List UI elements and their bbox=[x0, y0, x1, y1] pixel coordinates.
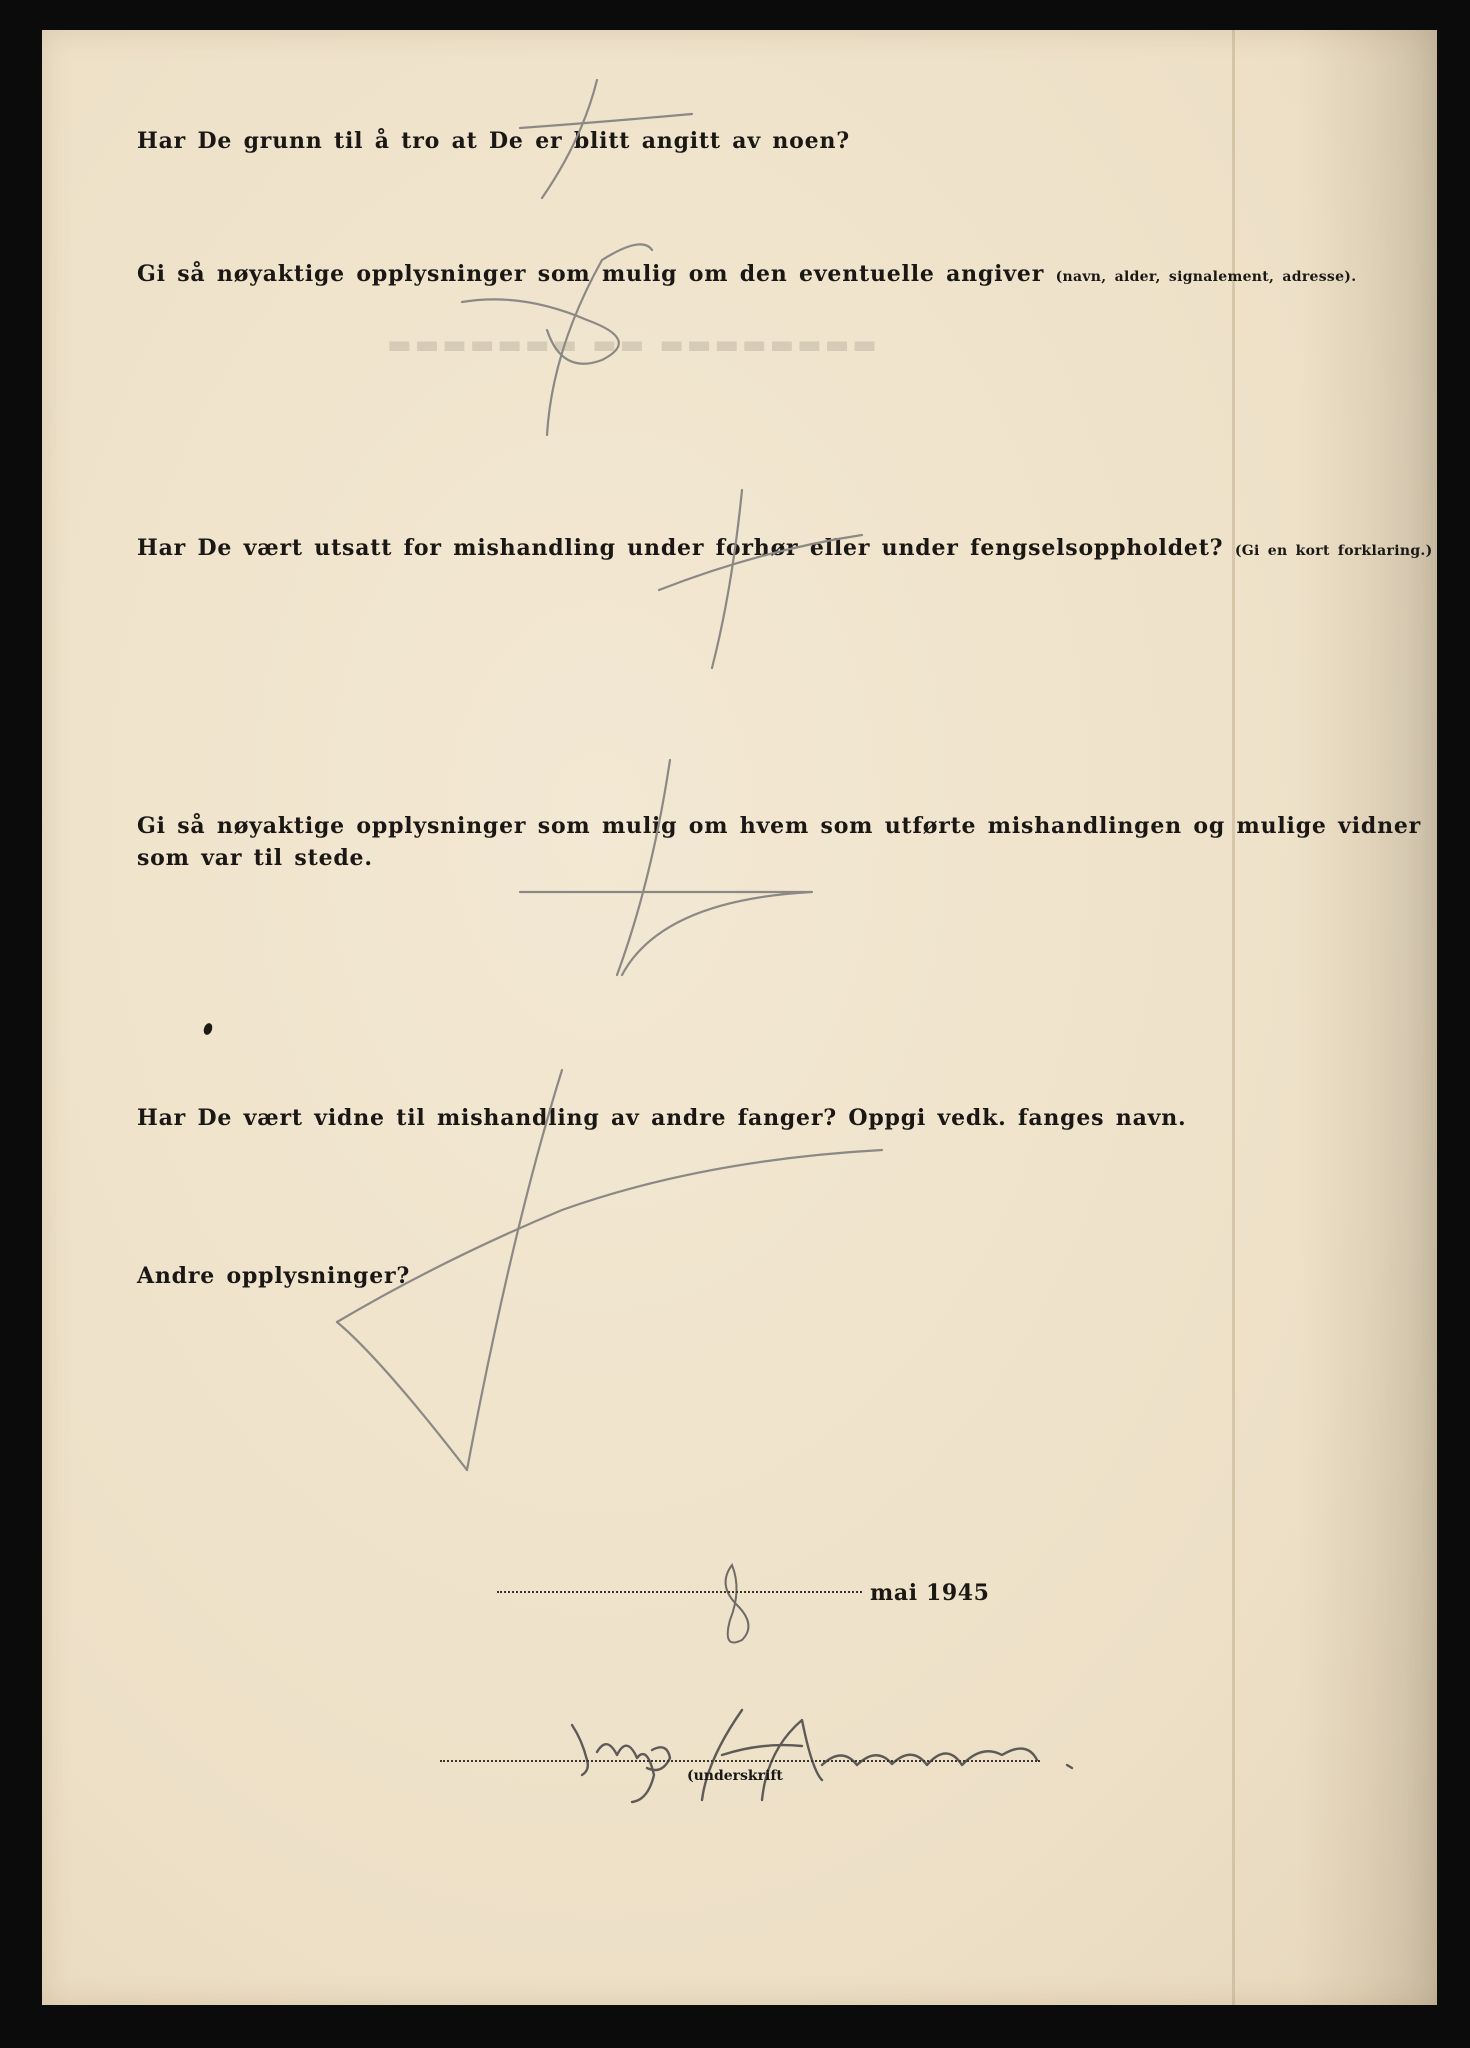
signature-caption: (underskrift bbox=[687, 1768, 783, 1784]
date-month-year: mai 1945 bbox=[870, 1580, 990, 1606]
question-perpetrators-line1: Gi så nøyaktige opplysninger som mulig om hvem som utførte mishandlingen og mulige vidner bbox=[137, 813, 1422, 839]
question-denounced: Har De grunn til å tro at De er blitt angitt av noen? bbox=[137, 128, 850, 154]
pencil-stroke-3b bbox=[712, 490, 742, 668]
question-mistreatment bbox=[137, 532, 1433, 567]
pencil-stroke-4b bbox=[520, 892, 812, 975]
date-day-line bbox=[497, 1591, 862, 1593]
question-informer-text: Gi så nøyaktige opplysninger som mulig om den eventuelle angiver bbox=[137, 261, 1045, 287]
signature-glyphs bbox=[572, 1710, 1072, 1802]
ink-spot bbox=[202, 1022, 214, 1036]
paper-fold bbox=[1232, 30, 1235, 2005]
question-perpetrators-line2: som var til stede. bbox=[137, 845, 373, 871]
question-other-info: Andre opplysninger? bbox=[137, 1263, 411, 1289]
question-informer-details bbox=[137, 258, 1356, 293]
pencil-stroke-5c bbox=[337, 1322, 467, 1470]
bleed-through-heading: ▬▬▬▬▬▬▬ ▬▬ ▬▬▬▬▬▬▬▬ bbox=[387, 330, 880, 360]
question-mistreatment-hint: (Gi en kort forklaring.) bbox=[1234, 543, 1433, 559]
signature-text bbox=[602, 1730, 609, 1731]
pencil-stroke-5b bbox=[337, 1150, 882, 1322]
question-informer-hint: (navn, alder, signalement, adresse). bbox=[1055, 269, 1357, 285]
question-witness: Har De vært vidne til mishandling av andre fanger? Oppgi vedk. fanges navn. bbox=[137, 1105, 1187, 1131]
date-day-value bbox=[732, 1610, 733, 1611]
question-perpetrators bbox=[137, 810, 1421, 874]
form-page bbox=[42, 30, 1437, 2005]
question-mistreatment-text: Har De vært utsatt for mishandling under forhør eller under fengselsoppholdet? bbox=[137, 535, 1224, 561]
handwritten-day-glyph bbox=[726, 1565, 749, 1643]
signature-line bbox=[440, 1760, 1040, 1762]
pencil-marks bbox=[42, 30, 1437, 2005]
